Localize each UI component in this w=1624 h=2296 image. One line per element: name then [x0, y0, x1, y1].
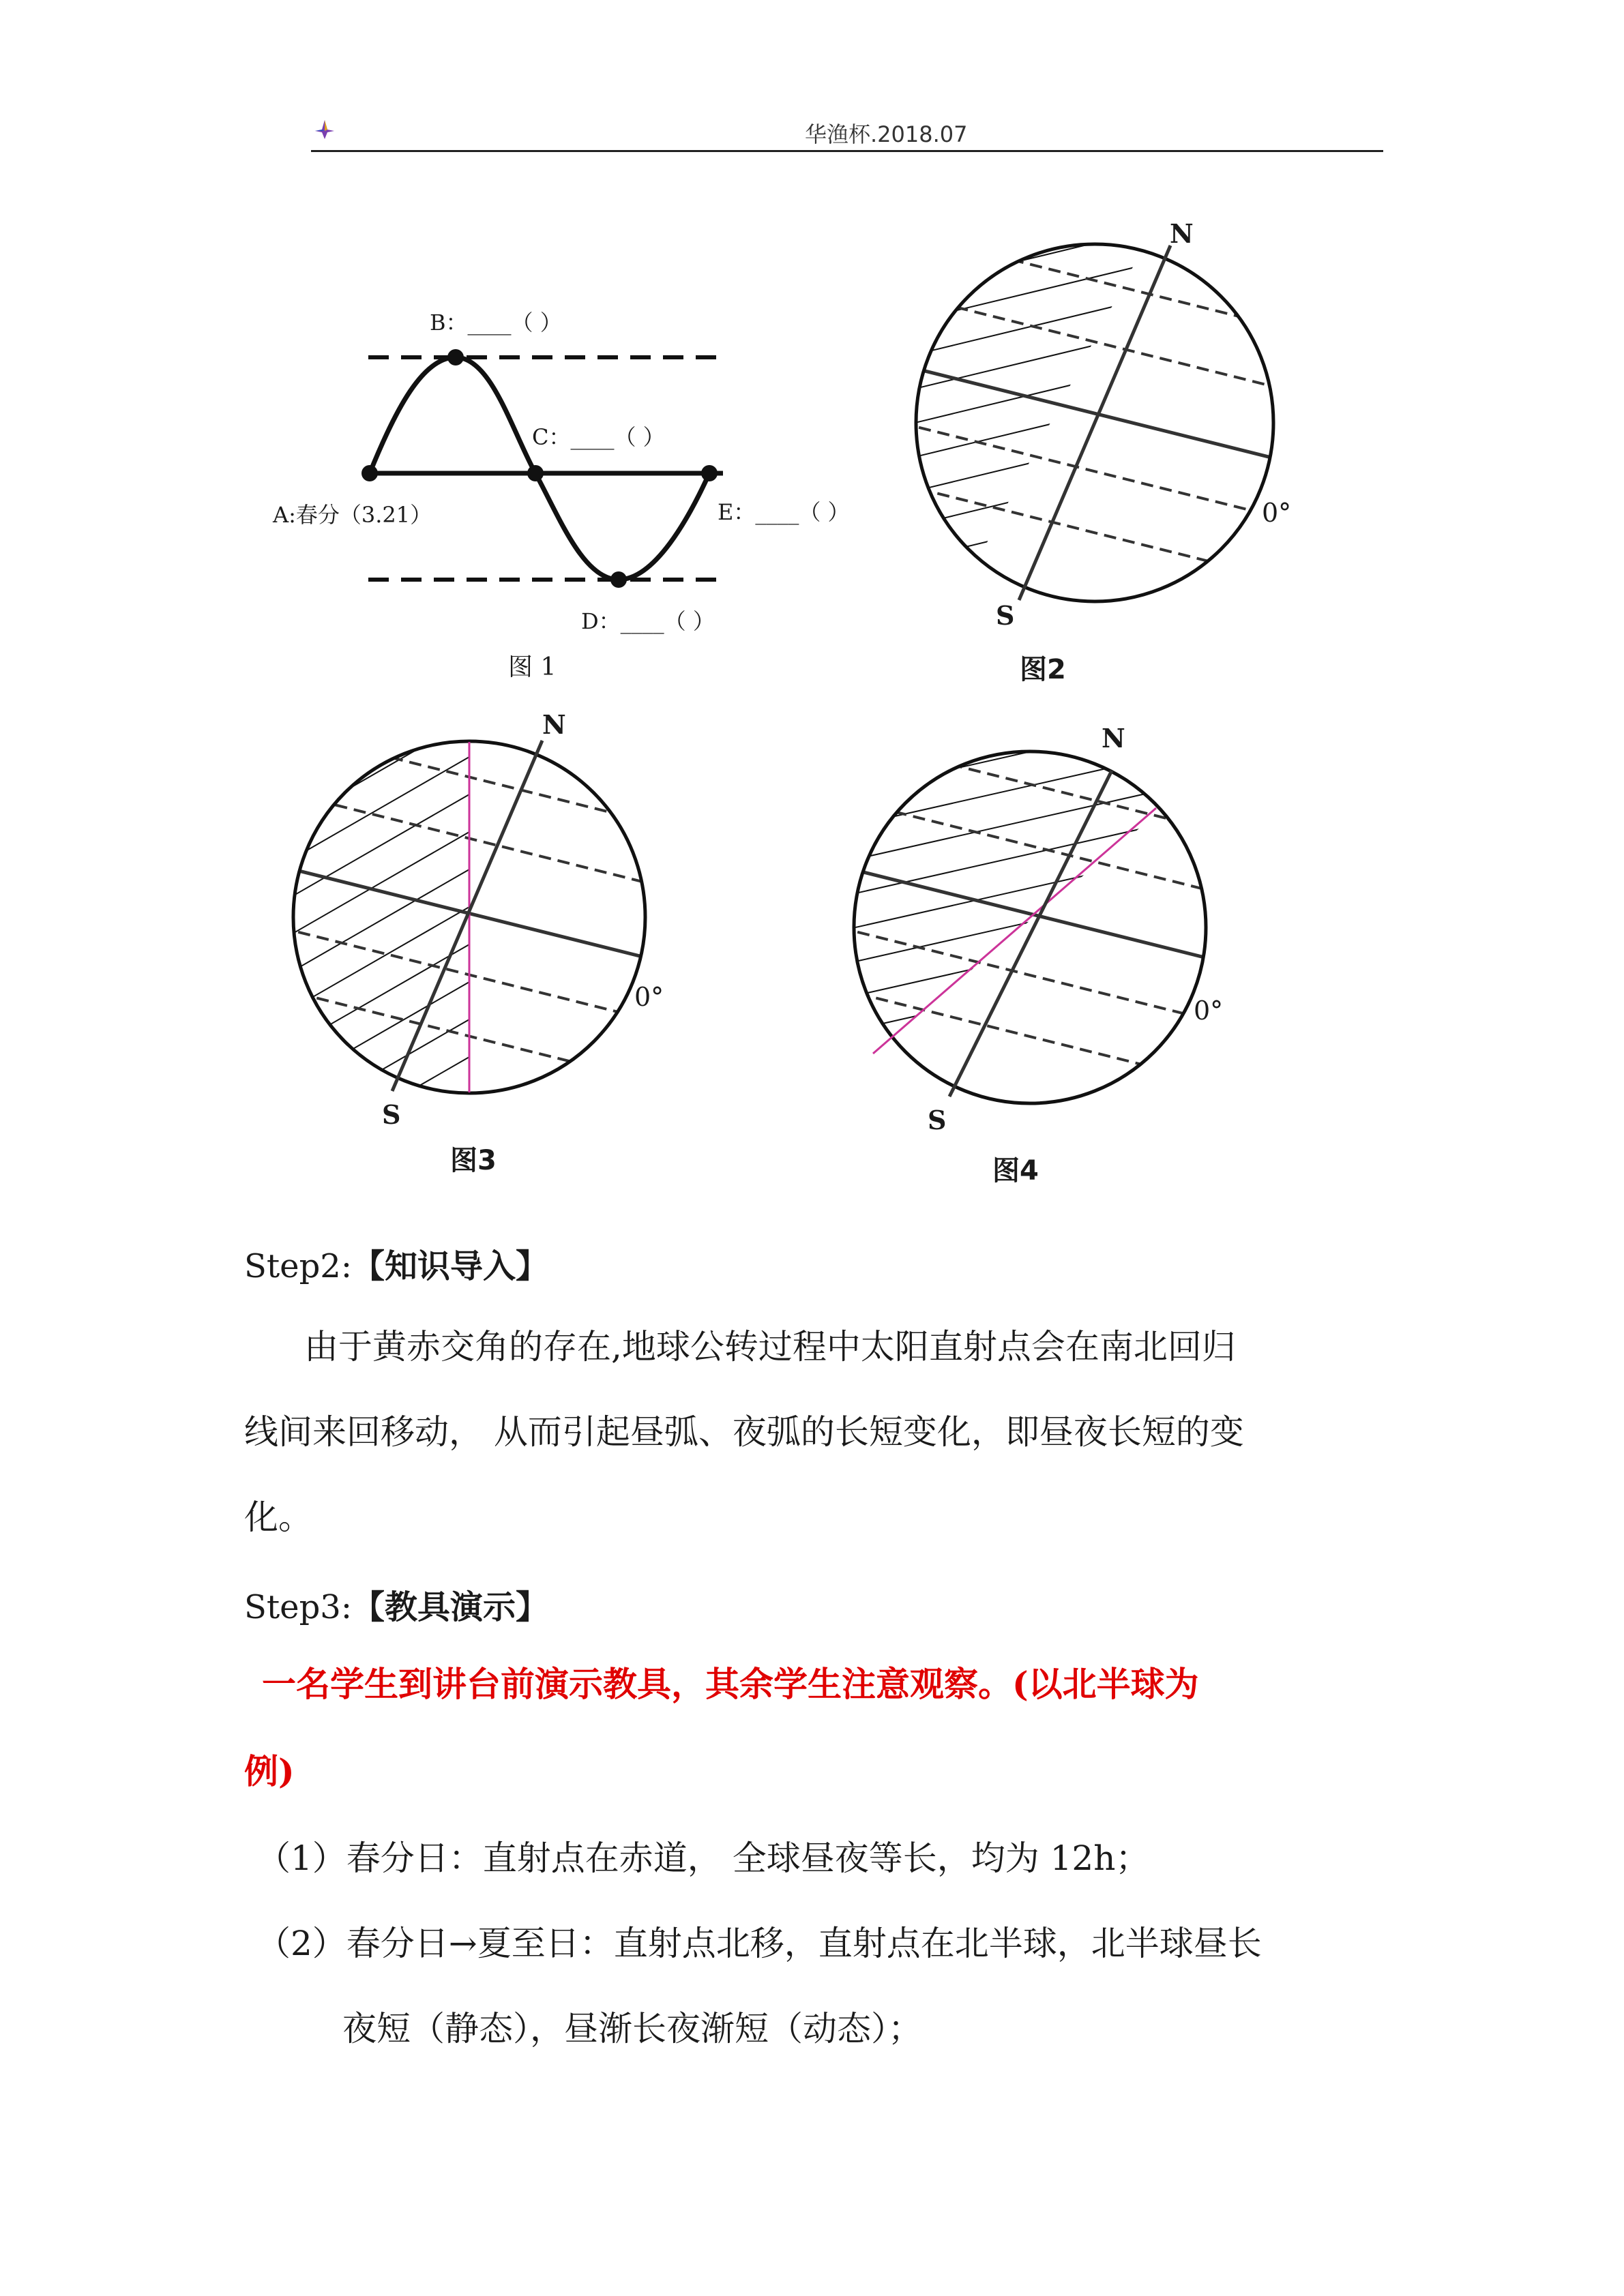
label-e: E：____（ ） [718, 499, 850, 525]
intro-paragraph-line-3: 化。 [244, 1497, 312, 1537]
fig2-south-label: S [996, 600, 1015, 631]
earth-axis [392, 741, 542, 1091]
globe-outline [854, 751, 1206, 1103]
label-a: A:春分（3.21） [273, 502, 432, 528]
step3-heading [244, 1581, 548, 1628]
fig3-degree-label: 0° [634, 982, 664, 1012]
point-d-marker [610, 571, 627, 588]
point-a-marker [361, 465, 378, 481]
step3-label: Step3: [244, 1588, 353, 1626]
point-e-marker [701, 465, 718, 481]
fig3-north-label: N [542, 709, 566, 740]
emphasis-line-2: 例) [244, 1751, 295, 1791]
list-item-2-line-1: （2）春分日→夏至日：直射点北移，直射点在北半球，北半球昼长 [256, 1924, 1262, 1963]
figure-3 [280, 709, 703, 1176]
step2-heading [244, 1240, 548, 1287]
step3-title: 【教具演示】 [352, 1588, 549, 1626]
step2-title: 【知识导入】 [352, 1247, 549, 1285]
figure-3-caption: 图3 [450, 1145, 497, 1176]
intro-paragraph-line-1: 由于黄赤交角的存在,地球公转过程中太阳直射点会在南北回归 [304, 1327, 1236, 1367]
terminator-line [873, 808, 1156, 1054]
header-logo-icon [312, 117, 337, 142]
header-title: 华渔杯.2018.07 [805, 121, 968, 147]
figure-4-caption: 图4 [992, 1155, 1039, 1187]
label-c: C：____（ ） [532, 424, 665, 450]
header-rule [311, 150, 1383, 152]
fig4-south-label: S [928, 1105, 947, 1135]
fig3-south-label: S [382, 1099, 401, 1130]
step2-label: Step2: [244, 1247, 353, 1285]
list-item-1: （1）春分日：直射点在赤道， 全球昼夜等长，均为 12h； [256, 1838, 1150, 1878]
list-item-2-line-2: 夜短（静态），昼渐长夜渐短（动态）； [342, 2009, 922, 2048]
figure-2 [900, 218, 1323, 685]
point-c-marker [527, 465, 544, 481]
fig4-degree-label: 0° [1194, 996, 1224, 1026]
label-d: D：____（ ） [581, 608, 715, 634]
figure-2-caption: 图2 [1020, 654, 1066, 685]
label-b: B：____（ ） [430, 310, 562, 336]
fig4-north-label: N [1102, 723, 1125, 754]
fig2-degree-label: 0° [1262, 498, 1292, 528]
figure-4 [839, 723, 1262, 1187]
figure-1 [259, 293, 914, 702]
point-b-marker [447, 349, 464, 366]
figure-1-caption: 图 1 [508, 653, 557, 681]
intro-paragraph-line-2: 线间来回移动， 从而引起昼弧、夜弧的长短变化，即昼夜长短的变 [244, 1412, 1244, 1452]
fig2-north-label: N [1170, 218, 1194, 249]
emphasis-line-1: 一名学生到讲台前演示教具，其余学生注意观察。(以北半球为 [262, 1664, 1199, 1704]
